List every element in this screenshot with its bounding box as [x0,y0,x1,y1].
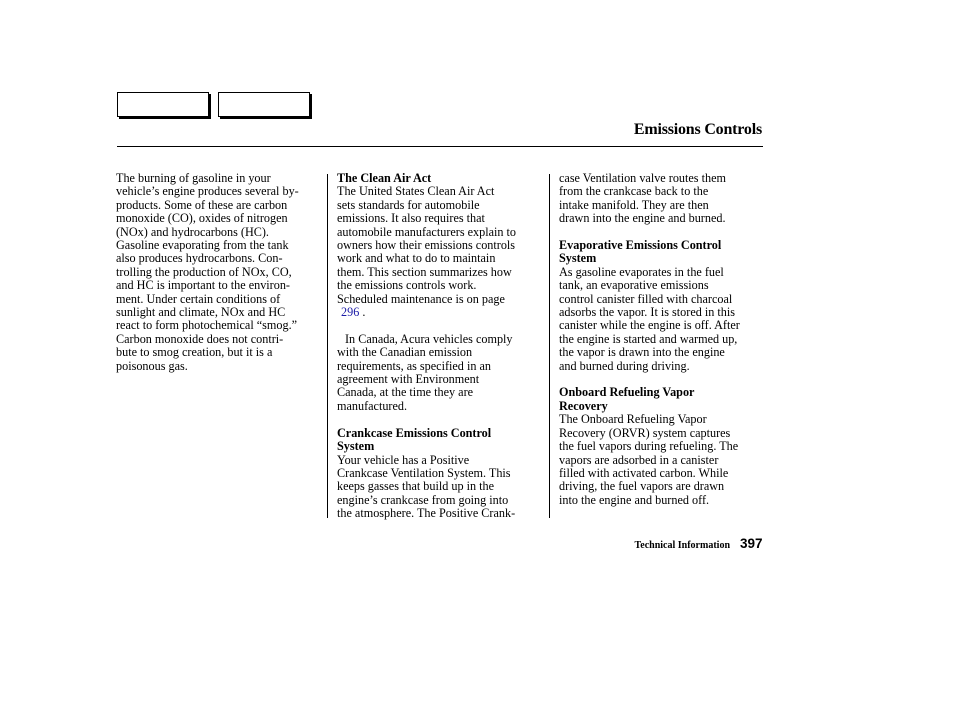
page-link-296[interactable]: 296 [341,305,360,320]
text-line: monoxide (CO), oxides of nitrogen [116,211,288,226]
text-line: The United States Clean Air Act [337,184,495,199]
text-line: The Onboard Refueling Vapor [559,412,707,427]
text-line: engine’s crankcase from going into [337,492,509,507]
text-line: Recovery (ORVR) system captures [559,425,731,440]
text-line: trolling the production of NOx, CO, [116,264,292,279]
section-heading-clean-air-act: The Clean Air Act [337,171,432,185]
text-line: canister while the engine is off. After [559,318,740,333]
column-intro [116,172,322,373]
section-heading-orvr [559,386,764,413]
heading-line: System [337,439,375,454]
text-line: Canada, at the time they are [337,385,474,400]
text-line: case Ventilation valve routes them [559,171,726,185]
text-line: the fuel vapors during refueling. The [559,439,739,454]
previous-page-button[interactable] [117,92,209,117]
column-divider [327,174,328,518]
next-page-button[interactable] [218,92,310,117]
heading-line: Recovery [559,398,608,413]
text-line: tank, an evaporative emissions [559,278,709,293]
page-reference-line [337,306,543,319]
text-line: the vapor is drawn into the engine [559,345,725,360]
text-line: products. Some of these are carbon [116,197,288,212]
text-line: react to form photochemical “smog.” [116,318,298,333]
page-link-suffix: . [359,305,366,320]
text-line: sunlight and climate, NOx and HC [116,305,286,320]
text-line: drawn into the engine and burned. [559,211,726,226]
text-line: with the Canadian emission [337,345,473,360]
text-line: filled with activated carbon. While [559,465,729,480]
text-line: Gasoline evaporating from the tank [116,238,289,253]
text-line: ment. Under certain conditions of [116,291,281,306]
text-line: As gasoline evaporates in the fuel [559,264,724,279]
crankcase-paragraph [337,454,543,521]
text-line: also produces hydrocarbons. Con- [116,251,283,266]
text-line: vapors are adsorbed in a canister [559,452,719,467]
text-line: The burning of gasoline in your [116,171,271,185]
text-line: Your vehicle has a Positive [337,452,470,467]
text-line: bute to smog creation, but it is a [116,345,273,360]
text-line: sets standards for automobile [337,197,480,212]
text-line: into the engine and burned off. [559,492,710,507]
heading-line: Evaporative Emissions Control [559,238,722,253]
text-line: Scheduled maintenance is on page [337,291,505,306]
text-line: intake manifold. They are then [559,197,709,212]
text-line: vehicle’s engine produces several by- [116,184,299,199]
text-line: automobile manufacturers explain to [337,224,517,239]
text-line: from the crankcase back to the [559,184,709,199]
text-line: poisonous gas. [116,358,188,373]
text-line: the emissions controls work. [337,278,477,293]
text-line: keeps gasses that build up in the [337,479,495,494]
evaporative-paragraph [559,266,764,373]
text-line: the engine is started and warmed up, [559,331,738,346]
text-line: manufactured. [337,398,408,413]
text-line: (NOx) and hydrocarbons (HC). [116,224,269,239]
crankcase-continued-paragraph [559,172,764,226]
column-clean-air-act [337,172,543,521]
text-line: driving, the fuel vapors are drawn [559,479,725,494]
text-line: and HC is important to the environ- [116,278,290,293]
canada-paragraph [337,333,543,413]
column-evaporative [559,172,764,507]
page-title: Emissions Controls [633,121,762,138]
page-number: 397 [740,536,763,551]
section-heading-evaporative [559,239,764,266]
column-divider [549,174,550,518]
text-line: emissions. It also requires that [337,211,485,226]
clean-air-paragraph [337,185,543,319]
text-line: and burned during driving. [559,358,690,373]
title-divider [117,146,763,147]
text-line: the atmosphere. The Positive Crank- [337,506,516,521]
text-line: control canister filled with charcoal [559,291,733,306]
text-line: them. This section summarizes how [337,264,512,279]
heading-line: System [559,251,597,266]
intro-paragraph [116,172,322,373]
text-line: owners how their emissions controls [337,238,516,253]
text-line: Carbon monoxide does not contri- [116,331,284,346]
orvr-paragraph [559,413,764,507]
text-line: adsorbs the vapor. It is stored in this [559,305,736,320]
text-line: agreement with Environment [337,372,480,387]
text-line: In Canada, Acura vehicles comply [345,331,513,346]
section-heading-crankcase [337,427,543,454]
heading-line: Crankcase Emissions Control [337,425,492,440]
text-line: work and what to do to maintain [337,251,496,266]
text-line: requirements, as specified in an [337,358,491,373]
heading-line: Onboard Refueling Vapor [559,385,695,400]
text-line: Crankcase Ventilation System. This [337,465,511,480]
footer-section-name: Technical Information [634,540,730,551]
